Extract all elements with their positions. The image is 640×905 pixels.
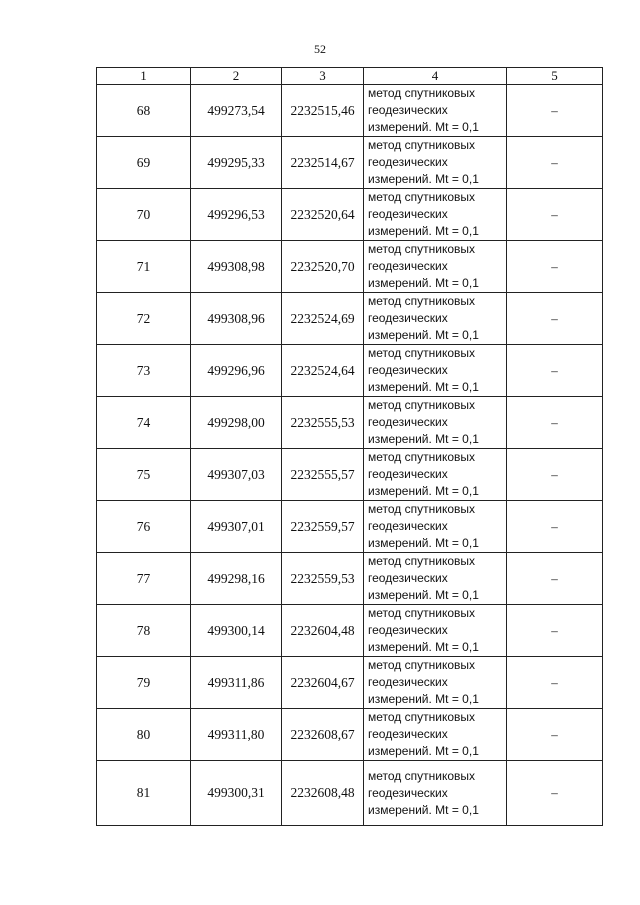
method-line: метод спутниковых bbox=[368, 658, 476, 672]
method-line: измерений. Mt = 0,1 bbox=[368, 744, 479, 758]
point-number-cell: 78 bbox=[97, 605, 191, 657]
y-coordinate-cell: 2232555,57 bbox=[282, 449, 364, 501]
method-cell bbox=[364, 189, 507, 241]
coordinates-table bbox=[96, 67, 603, 826]
method-line: геодезических bbox=[368, 103, 448, 117]
method-line: геодезических bbox=[368, 415, 448, 429]
method-line: метод спутниковых bbox=[368, 502, 476, 516]
method-cell bbox=[364, 293, 507, 345]
point-number-cell: 70 bbox=[97, 189, 191, 241]
table-row bbox=[97, 449, 603, 501]
y-coordinate-cell: 2232524,64 bbox=[282, 345, 364, 397]
method-cell bbox=[364, 449, 507, 501]
point-number-cell: 75 bbox=[97, 449, 191, 501]
point-number-cell: 80 bbox=[97, 709, 191, 761]
column-header: 5 bbox=[507, 68, 603, 85]
table-row bbox=[97, 501, 603, 553]
method-line: измерений. Mt = 0,1 bbox=[368, 802, 479, 817]
note-cell: – bbox=[507, 709, 603, 761]
method-line: метод спутниковых bbox=[368, 398, 476, 412]
method-line: измерений. Mt = 0,1 bbox=[368, 224, 479, 238]
method-line: измерений. Mt = 0,1 bbox=[368, 276, 479, 290]
method-cell bbox=[364, 761, 507, 826]
note-cell: – bbox=[507, 345, 603, 397]
page-number: 52 bbox=[314, 42, 326, 56]
method-line: геодезических bbox=[368, 623, 448, 637]
y-coordinate-cell: 2232524,69 bbox=[282, 293, 364, 345]
method-line: геодезических bbox=[368, 311, 448, 325]
point-number-cell: 77 bbox=[97, 553, 191, 605]
method-line: метод спутниковых bbox=[368, 768, 476, 783]
table-row bbox=[97, 605, 603, 657]
table-row bbox=[97, 345, 603, 397]
x-coordinate-cell: 499307,03 bbox=[191, 449, 282, 501]
method-cell bbox=[364, 605, 507, 657]
method-line: геодезических bbox=[368, 727, 448, 741]
x-coordinate-cell: 499311,80 bbox=[191, 709, 282, 761]
method-cell bbox=[364, 345, 507, 397]
method-line: метод спутниковых bbox=[368, 242, 476, 256]
y-coordinate-cell: 2232559,57 bbox=[282, 501, 364, 553]
point-number-cell: 69 bbox=[97, 137, 191, 189]
method-line: геодезических bbox=[368, 467, 448, 481]
method-line: метод спутниковых bbox=[368, 554, 476, 568]
x-coordinate-cell: 499273,54 bbox=[191, 85, 282, 137]
note-cell: – bbox=[507, 293, 603, 345]
x-coordinate-cell: 499307,01 bbox=[191, 501, 282, 553]
y-coordinate-cell: 2232514,67 bbox=[282, 137, 364, 189]
column-header: 2 bbox=[191, 68, 282, 85]
point-number-cell: 79 bbox=[97, 657, 191, 709]
method-line: метод спутниковых bbox=[368, 138, 476, 152]
x-coordinate-cell: 499298,00 bbox=[191, 397, 282, 449]
x-coordinate-cell: 499300,31 bbox=[191, 761, 282, 826]
method-cell bbox=[364, 657, 507, 709]
point-number-cell: 81 bbox=[97, 761, 191, 826]
method-line: геодезических bbox=[368, 363, 448, 377]
note-cell: – bbox=[507, 85, 603, 137]
method-line: геодезических bbox=[368, 785, 448, 800]
y-coordinate-cell: 2232604,67 bbox=[282, 657, 364, 709]
table-row bbox=[97, 241, 603, 293]
method-line: геодезических bbox=[368, 207, 448, 221]
method-cell bbox=[364, 241, 507, 293]
method-cell bbox=[364, 137, 507, 189]
method-line: метод спутниковых bbox=[368, 450, 476, 464]
column-header: 1 bbox=[97, 68, 191, 85]
method-line: геодезических bbox=[368, 155, 448, 169]
method-line: метод спутниковых bbox=[368, 710, 476, 724]
note-cell: – bbox=[507, 397, 603, 449]
point-number-cell: 74 bbox=[97, 397, 191, 449]
table-row bbox=[97, 397, 603, 449]
y-coordinate-cell: 2232608,48 bbox=[282, 761, 364, 826]
method-line: измерений. Mt = 0,1 bbox=[368, 588, 479, 602]
note-cell: – bbox=[507, 241, 603, 293]
point-number-cell: 76 bbox=[97, 501, 191, 553]
x-coordinate-cell: 499295,33 bbox=[191, 137, 282, 189]
x-coordinate-cell: 499308,98 bbox=[191, 241, 282, 293]
x-coordinate-cell: 499311,86 bbox=[191, 657, 282, 709]
y-coordinate-cell: 2232555,53 bbox=[282, 397, 364, 449]
note-cell: – bbox=[507, 137, 603, 189]
method-line: метод спутниковых bbox=[368, 346, 476, 360]
table-row bbox=[97, 761, 603, 826]
table-row bbox=[97, 85, 603, 137]
method-cell bbox=[364, 397, 507, 449]
x-coordinate-cell: 499298,16 bbox=[191, 553, 282, 605]
note-cell: – bbox=[507, 553, 603, 605]
method-line: геодезических bbox=[368, 519, 448, 533]
table-row bbox=[97, 293, 603, 345]
table-row bbox=[97, 137, 603, 189]
table-row bbox=[97, 553, 603, 605]
y-coordinate-cell: 2232515,46 bbox=[282, 85, 364, 137]
y-coordinate-cell: 2232608,67 bbox=[282, 709, 364, 761]
method-line: метод спутниковых bbox=[368, 294, 476, 308]
method-line: метод спутниковых bbox=[368, 190, 476, 204]
table-row bbox=[97, 709, 603, 761]
x-coordinate-cell: 499308,96 bbox=[191, 293, 282, 345]
method-line: геодезических bbox=[368, 675, 448, 689]
method-line: измерений. Mt = 0,1 bbox=[368, 484, 479, 498]
table-row bbox=[97, 657, 603, 709]
method-cell bbox=[364, 709, 507, 761]
note-cell: – bbox=[507, 501, 603, 553]
y-coordinate-cell: 2232604,48 bbox=[282, 605, 364, 657]
method-line: измерений. Mt = 0,1 bbox=[368, 328, 479, 342]
y-coordinate-cell: 2232559,53 bbox=[282, 553, 364, 605]
note-cell: – bbox=[507, 449, 603, 501]
table-header-row bbox=[97, 68, 603, 85]
method-line: измерений. Mt = 0,1 bbox=[368, 536, 479, 550]
point-number-cell: 68 bbox=[97, 85, 191, 137]
method-line: измерений. Mt = 0,1 bbox=[368, 692, 479, 706]
y-coordinate-cell: 2232520,64 bbox=[282, 189, 364, 241]
note-cell: – bbox=[507, 189, 603, 241]
method-cell bbox=[364, 553, 507, 605]
method-line: геодезических bbox=[368, 571, 448, 585]
y-coordinate-cell: 2232520,70 bbox=[282, 241, 364, 293]
method-cell bbox=[364, 85, 507, 137]
method-line: измерений. Mt = 0,1 bbox=[368, 172, 479, 186]
note-cell: – bbox=[507, 761, 603, 826]
x-coordinate-cell: 499296,53 bbox=[191, 189, 282, 241]
column-header: 3 bbox=[282, 68, 364, 85]
point-number-cell: 73 bbox=[97, 345, 191, 397]
column-header: 4 bbox=[364, 68, 507, 85]
point-number-cell: 72 bbox=[97, 293, 191, 345]
point-number-cell: 71 bbox=[97, 241, 191, 293]
method-cell bbox=[364, 501, 507, 553]
note-cell: – bbox=[507, 605, 603, 657]
method-line: геодезических bbox=[368, 259, 448, 273]
x-coordinate-cell: 499296,96 bbox=[191, 345, 282, 397]
method-line: метод спутниковых bbox=[368, 606, 476, 620]
method-line: метод спутниковых bbox=[368, 86, 476, 100]
method-line: измерений. Mt = 0,1 bbox=[368, 432, 479, 446]
method-line: измерений. Mt = 0,1 bbox=[368, 380, 479, 394]
note-cell: – bbox=[507, 657, 603, 709]
table-row bbox=[97, 189, 603, 241]
method-line: измерений. Mt = 0,1 bbox=[368, 640, 479, 654]
x-coordinate-cell: 499300,14 bbox=[191, 605, 282, 657]
method-line: измерений. Mt = 0,1 bbox=[368, 120, 479, 134]
